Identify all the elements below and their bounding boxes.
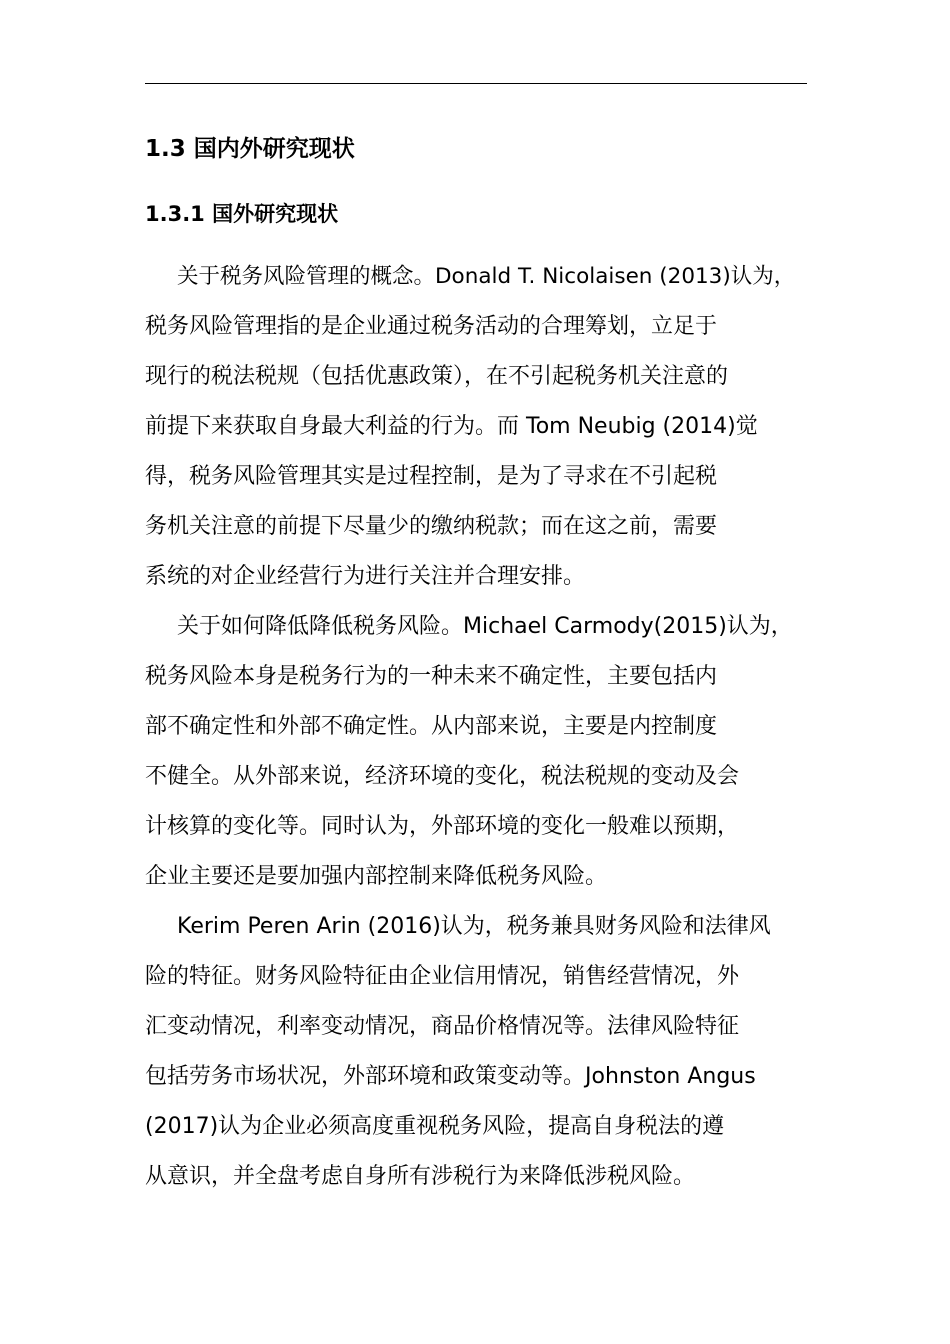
paragraph-2-line: 部不确定性和外部不确定性。从内部来说，主要是内控制度 bbox=[145, 714, 718, 739]
paragraph-1-line: 现行的税法税规（包括优惠政策），在不引起税务机关注意的 bbox=[145, 364, 729, 389]
paragraph-2-line: 不健全。从外部来说，经济环境的变化，税法税规的变动及会 bbox=[145, 764, 740, 789]
paragraph-3-line: 包括劳务市场状况，外部环境和政策变动等。Johnston Angus bbox=[145, 1064, 756, 1089]
paragraph-2-line: 税务风险本身是税务行为的一种未来不确定性，主要包括内 bbox=[145, 664, 718, 689]
paragraph-1-line: 关于税务风险管理的概念。Donald T. Nicolaisen (2013)认为， bbox=[177, 264, 796, 289]
paragraph-1-line: 前提下来获取自身最大利益的行为。而 Tom Neubig (2014)觉 bbox=[145, 414, 758, 439]
paragraph-1-line: 务机关注意的前提下尽量少的缴纳税款；而在这之前，需要 bbox=[145, 514, 718, 539]
body-text bbox=[145, 252, 807, 1202]
paragraph-3-line: Kerim Peren Arin (2016)认为，税务兼具财务风险和法律风 bbox=[177, 914, 771, 939]
paragraph-3-line: (2017)认为企业必须高度重视税务风险，提高自身税法的遵 bbox=[145, 1114, 725, 1139]
paragraph-1-line: 税务风险管理指的是企业通过税务活动的合理筹划，立足于 bbox=[145, 314, 718, 339]
paragraph-3-line: 从意识，并全盘考虑自身所有涉税行为来降低涉税风险。 bbox=[145, 1164, 696, 1189]
paragraph-1-line: 得，税务风险管理其实是过程控制，是为了寻求在不引起税 bbox=[145, 464, 718, 489]
paragraph-2-line: 关于如何降低降低税务风险。Michael Carmody(2015)认为， bbox=[177, 614, 793, 639]
paragraph-2-line: 企业主要还是要加强内部控制来降低税务风险。 bbox=[145, 864, 608, 889]
paragraph-3-line: 汇变动情况，利率变动情况，商品价格情况等。法律风险特征 bbox=[145, 1014, 740, 1039]
paragraph-2-line: 计核算的变化等。同时认为，外部环境的变化一般难以预期， bbox=[145, 814, 740, 839]
section-heading: 1.3 国内外研究现状 bbox=[145, 136, 355, 162]
subsection-heading: 1.3.1 国外研究现状 bbox=[145, 202, 339, 226]
paragraph-3-line: 险的特征。财务风险特征由企业信用情况，销售经营情况，外 bbox=[145, 964, 740, 989]
paragraph-1-line: 系统的对企业经营行为进行关注并合理安排。 bbox=[145, 564, 586, 589]
header-rule bbox=[145, 83, 807, 84]
